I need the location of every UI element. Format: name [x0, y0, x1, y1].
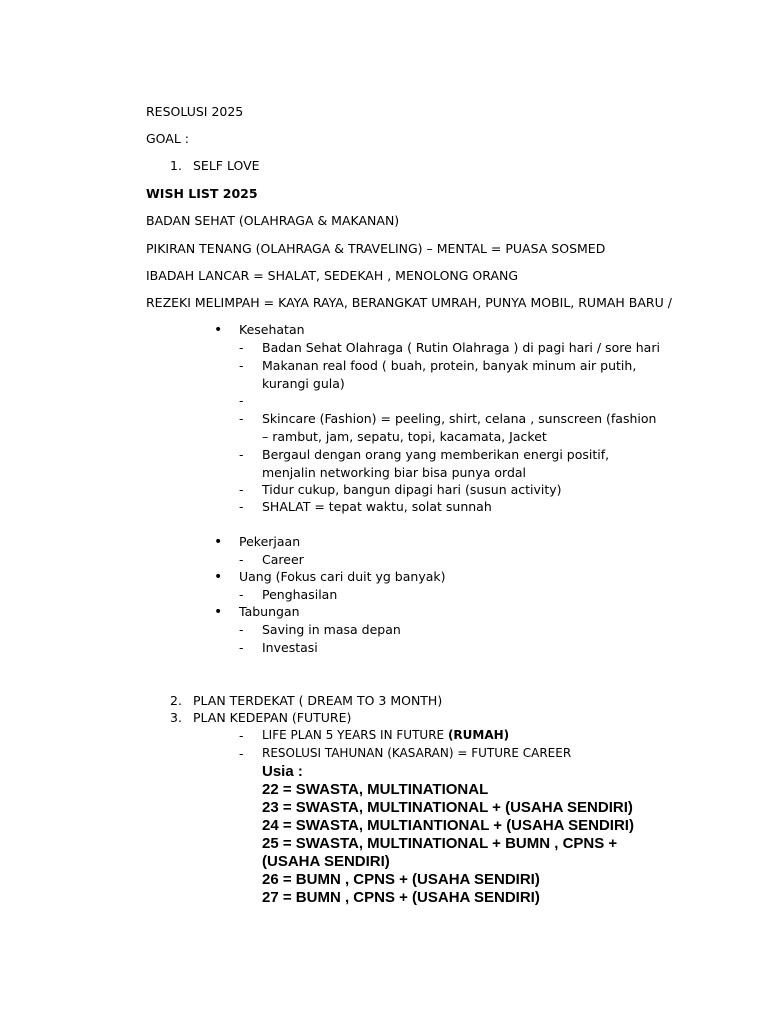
wish-item: REZEKI MELIMPAH = KAYA RAYA, BERANGKAT UMRAH, PUNYA MOBIL, RUMAH BARU /: [146, 295, 672, 310]
bullet-uang: [0, 569, 768, 587]
dash-icon: -: [239, 358, 244, 373]
bullet-pekerjaan: [0, 534, 768, 552]
bullet-kesehatan: [0, 322, 768, 340]
sub-item-text: Tidur cukup, bangun dipagi hari (susun activity): [262, 482, 562, 497]
resolusi-text: RESOLUSI TAHUNAN (KASARAN) = FUTURE CAREER: [262, 746, 572, 760]
life-plan-prefix: LIFE PLAN 5 YEARS IN FUTURE: [262, 728, 448, 742]
dash-icon: -: [239, 499, 244, 514]
sub-item-text: Saving in masa depan: [262, 622, 401, 637]
bullet-label: Uang (Fokus cari duit yg banyak): [239, 569, 446, 584]
goal-label: GOAL :: [146, 131, 190, 146]
goal-number: 1.: [170, 158, 182, 173]
life-plan-text: [262, 727, 662, 745]
dash-icon: -: [239, 411, 244, 426]
sub-item-text: SHALAT = tepat waktu, solat sunnah: [262, 499, 492, 514]
age-line: 23 = SWASTA, MULTINATIONAL + (USAHA SENDIRI): [262, 799, 633, 816]
life-plan-bold: (RUMAH): [447, 728, 510, 742]
goal-number: 3.: [170, 710, 182, 725]
bullet-label: Kesehatan: [239, 322, 305, 337]
bullet-tabungan: [0, 604, 768, 622]
bullet-label: Tabungan: [239, 604, 300, 619]
sub-item-text: Bergaul dengan orang yang memberikan energi positif, menjalin networking biar bisa punya ordal: [262, 447, 610, 480]
sub-item-text: Makanan real food ( buah, protein, banyak minum air putih, kurangi gula): [262, 358, 637, 391]
goal-item-3: [0, 710, 768, 728]
goal-text: SELF LOVE: [193, 158, 260, 173]
dash-icon: -: [239, 728, 244, 743]
wishlist-title: WISH LIST 2025: [146, 186, 258, 201]
wish-item: BADAN SEHAT (OLAHRAGA & MAKANAN): [146, 213, 400, 228]
age-line: 24 = SWASTA, MULTIANTIONAL + (USAHA SENDIRI): [262, 817, 634, 834]
wish-item: IBADAH LANCAR = SHALAT, SEDEKAH , MENOLONG ORANG: [146, 268, 519, 283]
dash-icon: -: [239, 640, 244, 655]
sub-item-text: Career: [262, 552, 304, 567]
goal-text: PLAN TERDEKAT ( DREAM TO 3 MONTH): [193, 693, 443, 708]
goal-item-2: [0, 693, 768, 711]
age-line: 25 = SWASTA, MULTINATIONAL + BUMN , CPNS + (USAHA SENDIRI): [262, 835, 618, 870]
dash-icon: -: [239, 746, 244, 761]
bullet-dot-icon: •: [214, 534, 223, 550]
sub-item-text: Investasi: [262, 640, 318, 655]
sub-item-text: Skincare (Fashion) = peeling, shirt, celana , sunscreen (fashion – rambut, jam, sepatu, topi, kacamata, Jacket: [262, 411, 657, 444]
dash-icon: -: [239, 447, 244, 462]
goal-number: 2.: [170, 693, 182, 708]
age-line: 26 = BUMN , CPNS + (USAHA SENDIRI): [262, 871, 540, 888]
usia-label: Usia :: [262, 763, 303, 780]
dash-icon: -: [239, 552, 244, 567]
bullet-dot-icon: •: [214, 322, 223, 338]
dash-icon: -: [239, 393, 244, 408]
bullet-dot-icon: •: [214, 569, 223, 585]
bullet-label: Pekerjaan: [239, 534, 301, 549]
dash-icon: -: [239, 587, 244, 602]
dash-icon: -: [239, 622, 244, 637]
sub-item-text: Badan Sehat Olahraga ( Rutin Olahraga ) di pagi hari / sore hari: [262, 340, 660, 355]
age-line: 22 = SWASTA, MULTINATIONAL: [262, 781, 489, 798]
wish-item: PIKIRAN TENANG (OLAHRAGA & TRAVELING) – MENTAL = PUASA SOSMED: [146, 241, 606, 256]
goal-text: PLAN KEDEPAN (FUTURE): [193, 710, 352, 725]
sub-item-text: Penghasilan: [262, 587, 338, 602]
dash-icon: -: [239, 340, 244, 355]
bullet-dot-icon: •: [214, 604, 223, 620]
doc-title: RESOLUSI 2025: [146, 104, 244, 119]
age-line: 27 = BUMN , CPNS + (USAHA SENDIRI): [262, 889, 540, 906]
dash-icon: -: [239, 482, 244, 497]
goal-item-1: [0, 158, 768, 176]
